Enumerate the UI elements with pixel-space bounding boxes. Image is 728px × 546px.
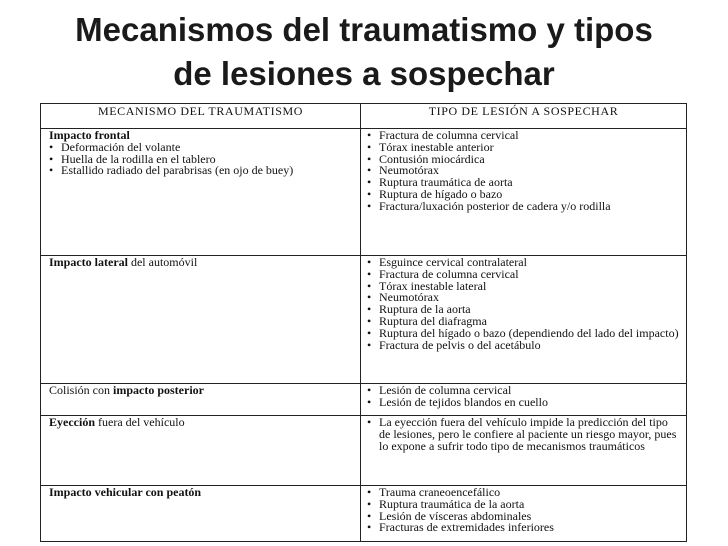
mechanism-title: Impacto frontal xyxy=(49,128,130,142)
bullet-icon: • xyxy=(367,255,372,269)
list-item: • Fractura/luxación posterior de cadera y/o rodilla xyxy=(367,198,611,213)
slide-title xyxy=(0,8,728,96)
injury-cell xyxy=(361,129,687,256)
injury-cell xyxy=(361,384,687,416)
mechanism-title: Impacto lateral xyxy=(49,255,128,269)
bullet-icon: • xyxy=(367,508,372,523)
table-row xyxy=(41,384,687,416)
list-item: • Huella de la rodilla en el tablero xyxy=(49,151,216,166)
header-mechanism: MECANISMO DEL TRAUMATISMO xyxy=(41,104,361,129)
list-item: • Ruptura traumática de aorta xyxy=(367,175,513,190)
mechanism-title: impacto posterior xyxy=(113,383,204,397)
header-injury-type: TIPO DE LESIÓN A SOSPECHAR xyxy=(361,104,687,129)
mechanism-title: Eyección xyxy=(49,415,95,429)
list-item: • La eyección fuera del vehículo impide la predicción del tipo de lesiones, pero le confiere al paciente un riesgo mayor, pues lo expone a sufrir todo tipo de mecanismos traumáticos xyxy=(367,415,677,453)
injury-list xyxy=(367,130,681,213)
bullet-icon: • xyxy=(367,163,372,178)
bullet-icon: • xyxy=(367,128,372,142)
mechanism-cell xyxy=(41,416,361,486)
injury-list xyxy=(367,385,681,409)
list-item: • Fracturas de extremidades inferiores xyxy=(367,520,554,535)
bullet-icon: • xyxy=(367,415,372,429)
mechanism-cell xyxy=(41,129,361,256)
bullet-icon: • xyxy=(367,383,372,397)
bullet-icon: • xyxy=(367,278,372,293)
table-row xyxy=(41,129,687,256)
mechanism-cell xyxy=(41,256,361,384)
list-item: • Ruptura del hígado o bazo (dependiendo del lado del impacto) xyxy=(367,325,679,340)
list-item: • Ruptura traumática de la aorta xyxy=(367,496,525,511)
list-item: • Deformación del volante xyxy=(49,139,181,154)
bullet-icon: • xyxy=(49,163,54,178)
list-item: • Fractura de pelvis o del acetábulo xyxy=(367,337,541,352)
trauma-table xyxy=(40,103,687,542)
list-item: • Tórax inestable lateral xyxy=(367,278,487,293)
list-item: • Tórax inestable anterior xyxy=(367,139,494,154)
bullet-icon: • xyxy=(49,139,54,154)
table-row xyxy=(41,256,687,384)
bullet-icon: • xyxy=(367,186,372,201)
injury-cell xyxy=(361,416,687,486)
mechanism-text: fuera del vehículo xyxy=(95,415,185,429)
list-item: • Fractura de columna cervical xyxy=(367,266,519,281)
list-item: • Ruptura de la aorta xyxy=(367,302,471,317)
bullet-icon: • xyxy=(367,313,372,328)
bullet-icon: • xyxy=(367,337,372,352)
list-item: • Neumotórax xyxy=(367,163,439,178)
mechanism-cell xyxy=(41,486,361,542)
bullet-icon: • xyxy=(367,485,372,499)
bullet-icon: • xyxy=(367,175,372,190)
bullet-icon: • xyxy=(367,520,372,535)
bullet-icon: • xyxy=(367,139,372,154)
injury-cell xyxy=(361,486,687,542)
mechanism-cell xyxy=(41,384,361,416)
mechanism-title: Impacto vehicular con peatón xyxy=(49,485,202,499)
bullet-icon: • xyxy=(49,151,54,166)
list-item: • Lesión de columna cervical xyxy=(367,383,512,397)
bullet-icon: • xyxy=(367,325,372,340)
injury-list xyxy=(367,257,681,351)
list-item: • Trauma craneoencefálico xyxy=(367,485,501,499)
bullet-icon: • xyxy=(367,290,372,305)
table-header-row xyxy=(41,104,687,129)
bullet-icon: • xyxy=(367,266,372,281)
slide-title-line-2: de lesiones a sospechar xyxy=(173,55,555,92)
table-row xyxy=(41,416,687,486)
mechanism-list xyxy=(49,139,355,178)
list-item: • Lesión de vísceras abdominales xyxy=(367,508,532,523)
list-item: • Contusión miocárdica xyxy=(367,151,485,166)
trauma-table-container xyxy=(40,103,686,535)
list-item: • Fractura de columna cervical xyxy=(367,128,519,142)
list-item: • Estallido radiado del parabrisas (en ojo de buey) xyxy=(49,163,294,178)
table-row xyxy=(41,486,687,542)
injury-list xyxy=(367,417,681,452)
mechanism-text: del automóvil xyxy=(127,255,198,269)
list-item: • Ruptura de hígado o bazo xyxy=(367,186,503,201)
list-item: • Neumotórax xyxy=(367,290,439,305)
bullet-icon: • xyxy=(367,151,372,166)
bullet-icon: • xyxy=(367,198,372,213)
list-item: • Ruptura del diafragma xyxy=(367,313,487,328)
injury-cell xyxy=(361,256,687,384)
list-item: • Lesión de tejidos blandos en cuello xyxy=(367,394,548,409)
list-item: • Esguince cervical contralateral xyxy=(367,255,527,269)
injury-list xyxy=(367,487,681,534)
slide-title-line-1: Mecanismos del traumatismo y tipos xyxy=(75,11,653,48)
bullet-icon: • xyxy=(367,302,372,317)
bullet-icon: • xyxy=(367,394,372,409)
mechanism-text-pre: Colisión con xyxy=(49,383,114,397)
bullet-icon: • xyxy=(367,496,372,511)
